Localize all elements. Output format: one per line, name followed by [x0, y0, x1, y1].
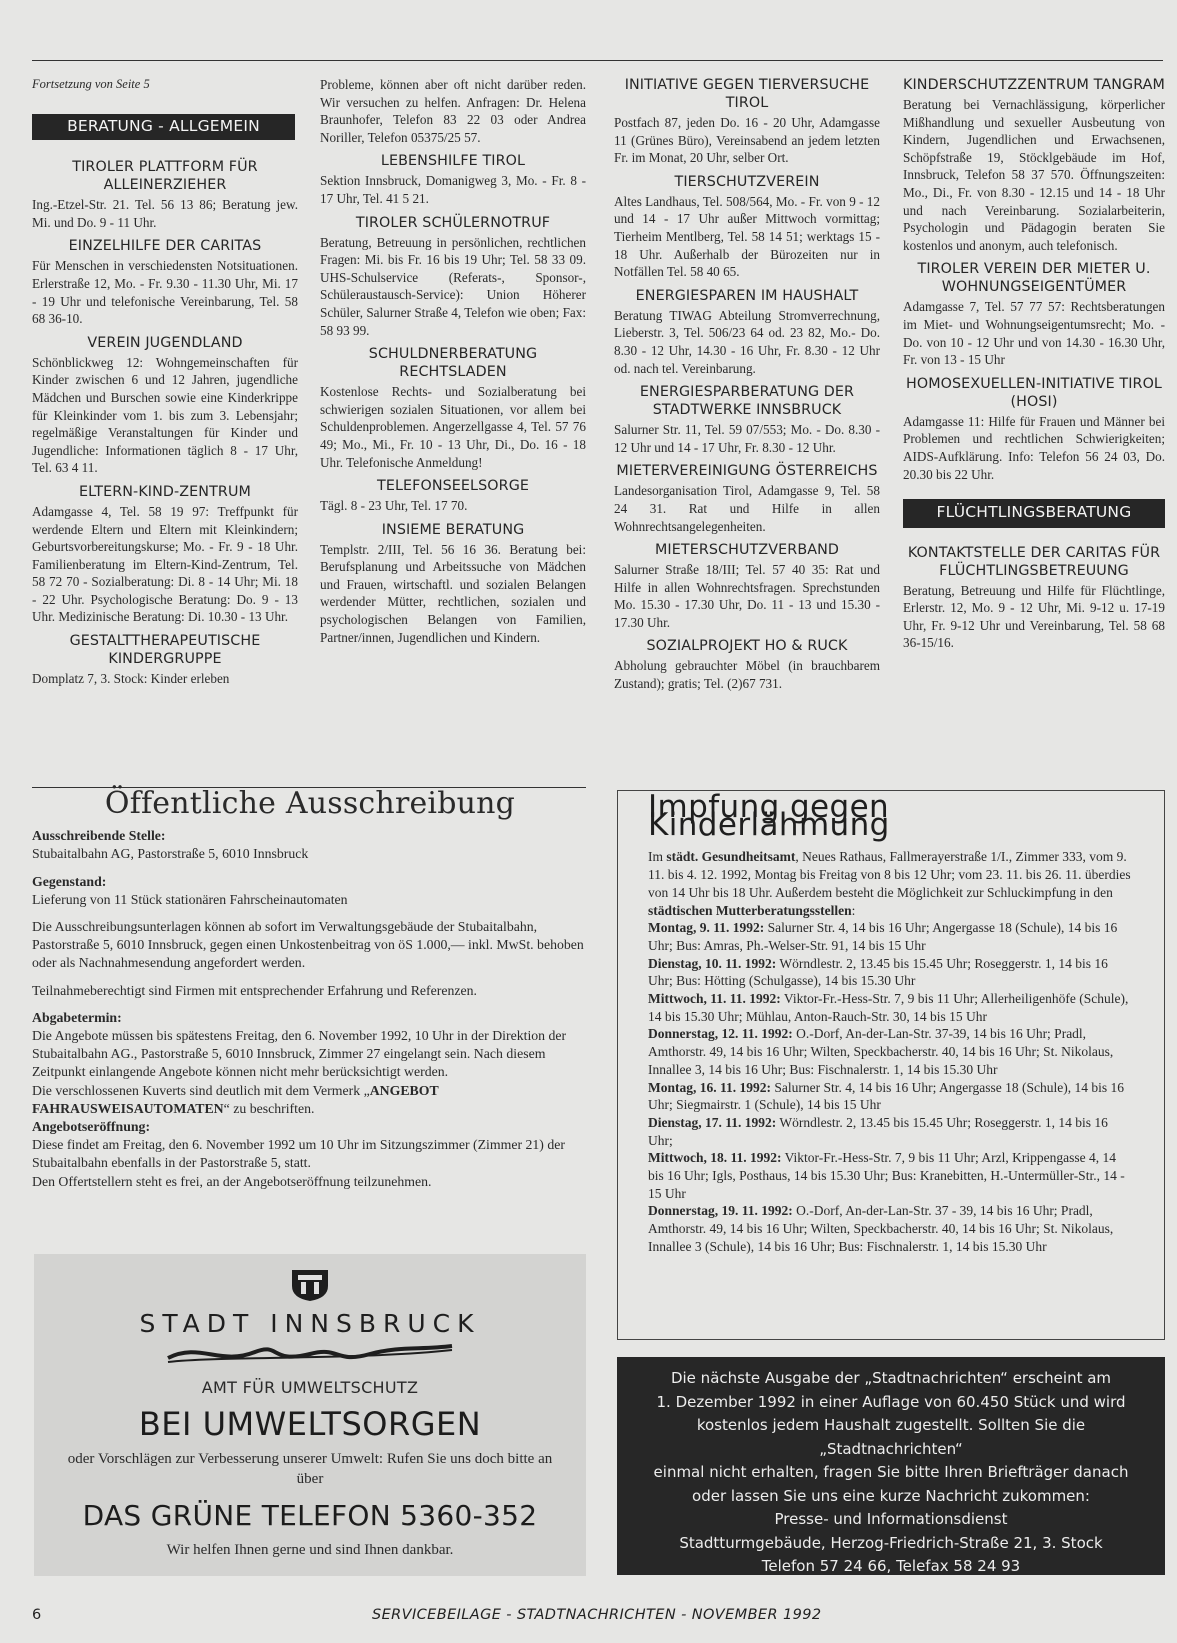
notice-line: Die nächste Ausgabe der „Stadtnachrichten“ erscheint am [670, 1369, 1112, 1387]
entry [320, 345, 586, 471]
section-banner-fluechtlinge: FLÜCHTLINGSBERATUNG [903, 499, 1165, 528]
entry-text: Ing.-Etzel-Str. 21. Tel. 56 13 86; Beratung jew. Mi. und Do. 9 - 11 Uhr. [32, 197, 298, 230]
intro-text: Im [648, 849, 667, 865]
schedule-text: O.-Dorf, An-der-Lan-Str. 37-39, 14 bis 16 Uhr; Pradl, Amthorstr. 49, 14 bis 16 Uhr; Wilten, Speckbacherstr. 40, 14 bis 16 Uhr; St. Nikolaus, Innallee 3, 14 bis 16 Uhr; Bus: Fischnalerstr. 1, 14 bis 15.30 Uhr [648, 1026, 1114, 1077]
schedule-item [648, 1202, 1134, 1255]
tender-label: Gegenstand: [32, 873, 107, 889]
city-crest-icon [288, 1266, 332, 1302]
tender-text: Diese findet am Freitag, den 6. November 1992 um 10 Uhr im Sitzungszimmer (Zimmer 21) der Stubaitalbahn ebenfalls in der Pastorstraße 5, statt. [32, 1137, 565, 1171]
schedule-text: Salurner Str. 4, 14 bis 16 Uhr; Angergasse 18 (Schule), 14 bis 16 Uhr; Bus: Amras, Ph.-Welser-Str. 91, 14 bis 15 Uhr [648, 920, 1118, 953]
entry [320, 214, 586, 340]
next-issue-notice [617, 1357, 1165, 1575]
tender-text: Den Offertstellern steht es frei, an der Angebotseröffnung teilzunehmen. [32, 1173, 432, 1189]
entry-title: KONTAKTSTELLE DER CARITAS FÜR FLÜCHTLINGSBETREUUNG [907, 544, 1161, 579]
entry-text: Adamgasse 4, Tel. 58 19 97: Treffpunkt für werdende Eltern und Eltern mit Kleinkindern; Geburtsvorbereitungskurse; Mo. - Fr. 9 - 18 Uhr. Familienberatung im Eltern-Kind-Zentrum, Tel. 58 72 70 - Sozialberatung: Di. 8 - 14 Uhr; Mi. 18 - 22 Uhr. Psychologische Beratung: Do. 9 - 13 Uhr. Medizinische Beratung: Di. 10.30 - 13 Uhr. [32, 503, 298, 625]
entry-title: VEREIN JUGENDLAND [87, 334, 243, 351]
entry [614, 541, 880, 631]
entry-title: TIROLER SCHÜLERNOTRUF [355, 214, 551, 231]
tender-text: Die Angebote müssen bis spätestens Freitag, den 6. November 1992, 10 Uhr in der Direktion der Stubaitalbahn AG., Pastorstraße 5, 6010 Innsbruck, Zimmer 27 eingelangt sein. Nach diesem Zeitpunkt einlangende Angebote können nicht mehr berücksichtigt werden. [32, 1028, 567, 1080]
entry-text: Adamgasse 7, Tel. 57 77 57: Rechtsberatungen im Miet- und Wohnungseigentumsrecht; Mo. - Do. von 10 - 12 Uhr und von 14.30 - 16.30 Uhr, Fr. von 13 - 15 Uhr [903, 299, 1165, 368]
entry-text: Sektion Innsbruck, Domanigweg 3, Mo. - Fr. 8 - 17 Uhr, Tel. 41 5 21. [320, 173, 586, 206]
entry-text: Postfach 87, jeden Do. 16 - 20 Uhr, Adamgasse 11 (Grünes Büro), Vereinsabend an jedem letzten Fr. im Monat, 20 Uhr, selber Ort. [614, 115, 880, 166]
schedule-text: O.-Dorf, An-der-Lan-Str. 37 - 39, 14 bis 16 Uhr; Pradl, Amthorstr. 49, 14 bis 16 Uhr; Wilten, Speckbacherstr. 40, 14 bis 16 Uhr; St. Nikolaus, Innallee 3 (Schule), 14 bis 16 Uhr; Bus: Fischnalerstr. 1, 14 bis 15.30 Uhr [648, 1203, 1114, 1254]
entry-title: ELTERN-KIND-ZENTRUM [79, 483, 251, 500]
entry [614, 383, 880, 456]
schedule-day: Montag, 16. 11. 1992: [648, 1079, 771, 1095]
schedule-item [648, 1079, 1134, 1114]
entry-title: INSIEME BERATUNG [381, 521, 525, 538]
tender-label: Ausschreibende Stelle: [32, 828, 166, 844]
column-3 [614, 76, 880, 699]
green-phone: DAS GRÜNE TELEFON 5360-352 [82, 1499, 538, 1532]
entry-title: TIERSCHUTZVEREIN [674, 173, 820, 190]
schedule-text: Wörndlestr. 2, 13.45 bis 15.45 Uhr; Roseggerstr. 1, 14 bis 16 Uhr; Bus: Hötting (Schulgasse), 14 bis 15.30 Uhr [648, 955, 1108, 989]
entry [903, 76, 1165, 254]
entry [614, 462, 880, 535]
vaccination-notice [617, 790, 1165, 1340]
entry [320, 521, 586, 647]
tender-text: Stubaitalbahn AG, Pastorstraße 5, 6010 Innsbruck [32, 846, 309, 862]
schedule-day: Dienstag, 10. 11. 1992: [648, 955, 777, 971]
office-name: AMT FÜR UMWELTSCHUTZ [201, 1378, 419, 1397]
tender-block [32, 827, 588, 863]
entry-title: EINZELHILFE DER CARITAS [68, 238, 262, 255]
continued-note: Fortsetzung von Seite 5 [32, 77, 150, 91]
entry-title: MIETERVEREINIGUNG ÖSTERREICHS [616, 463, 878, 480]
entry-title: INITIATIVE GEGEN TIERVERSUCHE TIROL [624, 77, 870, 111]
entry [320, 152, 586, 207]
entry-title: MIETERSCHUTZVERBAND [654, 542, 840, 559]
intro-text: : [851, 902, 856, 918]
entry-text: Tägl. 8 - 23 Uhr, Tel. 17 70. [320, 498, 468, 514]
tender-title: Öffentliche Ausschreibung [104, 786, 516, 821]
entry [614, 173, 880, 281]
entry-text: Templstr. 2/III, Tel. 56 16 36. Beratung bei: Berufsplanung und Arbeitssuche von Mädchen und Frauen, wirtschaftl. und sozialen Belangen werdender Mütter, rechtlichen, sozialen und psychologischen Belangen von Familien, Partner/innen, Jugendlichen und Kindern. [320, 541, 586, 645]
entry [614, 637, 880, 692]
schedule-item [648, 955, 1134, 990]
tender-text: Die Ausschreibungsunterlagen können ab sofort im Verwaltungsgebäude der Stubaitalbahn, Pastorstraße 5, 6010 Innsbruck, gegen einen Unkostenbeitrag von öS 1.000,— inkl. MwSt. behoben oder als Nachnahmesendung angefordert werden. [32, 919, 584, 971]
entry [32, 334, 298, 477]
entry-text: Beratung bei Vernachlässigung, körperlicher Mißhandlung und sexueller Ausbeutung von Kindern, Jugendlichen und Erwachsenen, Schöpfstraße 19, Stöcklgebäude im Hof, Innsbruck, Telefon 58 37 570. Öffnungszeiten: Mo., Di., Fr. von 8.30 - 12.15 und 14 - 18 Uhr und nach Vereinbarung. Sozialarbeiterin, Psychologin und Pädagogin beraten Sie kostenlos und anonym, auch telefonisch. [903, 97, 1165, 253]
schedule-item [648, 1114, 1134, 1149]
entry [903, 375, 1165, 483]
river-swoosh-icon [160, 1338, 460, 1368]
entry [903, 544, 1165, 652]
entry-title: TIROLER VEREIN DER MIETER U. WOHNUNGSEIGENTÜMER [917, 261, 1151, 296]
intro-emphasis: städtischen Mutterberatungsstellen [648, 902, 852, 918]
entry [614, 76, 880, 167]
notice-line: kostenlos jedem Haushalt zugestellt. Sollten Sie die „Stadtnachrichten“ [696, 1416, 1086, 1458]
entry [32, 158, 298, 231]
environment-ad [34, 1254, 586, 1576]
entry-title: ENERGIESPAREN IM HAUSHALT [635, 287, 859, 304]
entry-text: Probleme, können aber oft nicht darüber reden. Wir versuchen zu helfen. Anfragen: Dr. Helena Braunhofer, Telefon 83 22 03 oder Andrea Noriller, Telefon 05375/25 57. [320, 77, 586, 145]
schedule-text: Viktor-Fr.-Hess-Str. 7, 9 bis 11 Uhr; Arzl, Krippengasse 4, 14 bis 16 Uhr; Igls, Posthaus, 14 bis 15.30 Uhr; Bus: Kranebitten, H.-Untermüller-Str., 14 - 15 Uhr [648, 1150, 1125, 1201]
section-banner-beratung: BERATUNG - ALLGEMEIN [32, 114, 295, 141]
entry-text: Salurner Straße 18/III; Tel. 57 40 35: Rat und Hilfe in allen Wohnrechtsfragen. Sprechstunden Mo. 15.30 - 17.30 Uhr, Do. 11 - 13 und 15.30 - 17.30 Uhr. [614, 562, 880, 630]
schedule-item [648, 990, 1134, 1025]
entry-text: Altes Landhaus, Tel. 508/564, Mo. - Fr. von 9 - 12 und 14 - 17 Uhr außer Mittwoch vormittag; Tierheim Mentlberg, Tel. 58 14 51; werktags 15 - 18 Uhr. Außerhalb der Bürozeiten nur in Notfällen Tel. 58 40 65. [614, 193, 880, 280]
notice-line: Stadtturmgebäude, Herzog-Friedrich-Straße 21, 3. Stock [679, 1533, 1103, 1552]
notice-line: 1. Dezember 1992 in einer Auflage von 60.450 Stück und wird [656, 1392, 1126, 1411]
vaccination-intro [648, 848, 1134, 919]
schedule-item [648, 1025, 1134, 1078]
ad-headline: BEI UMWELTSORGEN [138, 1405, 482, 1443]
entry [32, 632, 298, 688]
entry-title: LEBENSHILFE TIROL [380, 153, 526, 170]
entry-text: Beratung TIWAG Abteilung Stromverrechnung, Lieberstr. 3, Tel. 506/23 64 od. 23 82, Mo.- Do. 8.30 - 12 Uhr, 14.30 - 16 Uhr, Fr. 8.30 - 12 Uhr od. nach tel. Vereinbarung. [614, 307, 880, 376]
schedule-text: Viktor-Fr.-Hess-Str. 7, 9 bis 11 Uhr; Allerheiligenhöfe (Schule), 14 bis 15.30 Uhr; Mühlau, Anton-Rauch-Str. 30, 14 bis 15 Uhr [648, 991, 1129, 1024]
entry [32, 237, 298, 327]
schedule-item [648, 919, 1134, 954]
notice-line: einmal nicht erhalten, fragen Sie bitte Ihren Briefträger danach [653, 1463, 1129, 1481]
notice-line: Telefon 57 24 66, Telefax 58 24 93 [761, 1557, 1021, 1575]
tender-label: Angebotseröffnung: [32, 1119, 151, 1135]
entry-title: GESTALTTHERAPEUTISCHE KINDERGRUPPE [69, 633, 261, 668]
vaccination-title: Impfung gegen Kinderlähmung [648, 789, 890, 843]
tender-label: Abgabetermin: [32, 1009, 122, 1025]
ad-closing: Wir helfen Ihnen gerne und sind Ihnen dankbar. [166, 1542, 454, 1558]
entry-text: Beratung, Betreuung und Hilfe für Flüchtlinge, Erlerstr. 12, Mo. 9 - 12 Uhr, Mi. 9-12 u. 17-19 Uhr, Fr. 9-12 Uhr und Vereinbarung, Tel. 58 68 36-15/16. [903, 582, 1165, 651]
notice-line: Presse- und Informationsdienst [774, 1510, 1008, 1528]
schedule-day: Dienstag, 17. 11. 1992: [648, 1114, 777, 1130]
intro-emphasis: städt. Gesundheitsamt [666, 849, 796, 865]
tender-text: Die verschlossenen Kuverts sind deutlich mit dem Vermerk „ [32, 1082, 370, 1098]
entry-text: Adamgasse 11: Hilfe für Frauen und Männer bei Problemen und rechtlichen Schwierigkeiten; AIDS-Aufklärung. Info: Telefon 56 24 03, Do. 20.30 bis 22 Uhr. [903, 413, 1165, 482]
entry-title: ENERGIESPARBERATUNG DER STADTWERKE INNSBRUCK [639, 384, 855, 419]
schedule-text: Wörndlestr. 2, 13.45 bis 15.45 Uhr; Roseggerstr. 1, 14 bis 16 Uhr; [648, 1114, 1108, 1148]
column-4 [903, 76, 1165, 658]
schedule-day: Mittwoch, 11. 11. 1992: [648, 991, 781, 1007]
entry [614, 287, 880, 377]
city-name: STADT INNSBRUCK [139, 1309, 481, 1338]
tender-block [32, 873, 588, 909]
entry-text: Schönblickweg 12: Wohngemeinschaften für Kinder zwischen 6 und 12 Jahren, jugendliche Mädchen und Burschen sowie eine Kinderkrippe für Kleinkinder vom 1. bis zum 3. Lebensjahr; regelmäßige Veranstaltungen für Kinder und Jugendliche: Informationen täglich 8 - 17 Uhr, Tel. 63 4 11. [32, 354, 298, 476]
entry-text: Kostenlose Rechts- und Sozialberatung bei schwierigen sozialen Situationen, vor allem bei Schuldenproblemen. Angerzellgasse 4, Tel. 57 76 49; Mo., Mi., Fr. 10 - 13 Uhr, Di., Do. 16 - 18 Uhr. Telefonische Anmeldung! [320, 384, 586, 470]
tender-text: Lieferung von 11 Stück stationären Fahrscheinautomaten [32, 891, 348, 907]
entry-title: KINDERSCHUTZZENTRUM TANGRAM [903, 77, 1165, 93]
entry [32, 483, 298, 626]
entry-title: SOZIALPROJEKT HO & RUCK [646, 638, 848, 655]
column-1 [32, 76, 298, 694]
entry-text: Domplatz 7, 3. Stock: Kinder erleben [32, 671, 230, 687]
entry [320, 477, 586, 515]
public-tender [32, 786, 588, 1191]
entry-text: Landesorganisation Tirol, Adamgasse 9, Tel. 58 24 31. Rat und Hilfe in allen Wohnrechtsangelegenheiten. [614, 483, 880, 534]
entry-text: Beratung, Betreuung in persönlichen, rechtlichen Fragen: Mi. bis Fr. 16 bis 19 Uhr; Tel. 58 33 09. UHS-Schulservice (Referats-, Sponsor-, Schüleraustausch-Service): Union Höherer Schüler, Salurner Straße 4, Telefon wie oben; Fax: 58 93 99. [320, 234, 587, 338]
entry [320, 76, 586, 146]
ad-text: oder Vorschlägen zur Verbesserung unserer Umwelt: Rufen Sie uns doch bitte an über [67, 1451, 553, 1487]
schedule-day: Donnerstag, 12. 11. 1992: [648, 1026, 793, 1042]
intro-text: , Neues Rathaus, Fallmerayerstraße 1/I., Zimmer 333, vom 9. 11. bis 4. 12. 1992, Montag bis Freitag von 8 bis 12 Uhr; vom 23. 11. bis 26. 11. überdies von 14 Uhr bis 18 Uhr. Außerdem besteht die Möglichkeit zur Schluckimpfung in den [648, 849, 1131, 900]
schedule-text: Salurner Str. 4, 14 bis 16 Uhr; Angergasse 18 (Schule), 14 bis 16 Uhr; Siegmairstr. 1 (Schule), 14 bis 15 Uhr [648, 1079, 1124, 1113]
entry-title: HOMOSEXUELLEN-INITIATIVE TIROL (HOSI) [906, 375, 1162, 410]
entry-text: Salurner Str. 11, Tel. 59 07/553; Mo. - Do. 8.30 - 12 Uhr und 14 - 17 Uhr, Fr. 8.30 - 12 Uhr. [614, 422, 880, 455]
notice-line: oder lassen Sie uns eine kurze Nachricht zukommen: [692, 1486, 1090, 1505]
schedule-item [648, 1149, 1134, 1202]
entry-text: Abholung gebrauchter Möbel (in brauchbarem Zustand); gratis; Tel. (2)67 731. [614, 658, 880, 692]
entry-title: SCHULDNERBERATUNG RECHTSLADEN [368, 346, 538, 381]
tender-emphasis: ANGEBOT FAHRAUSWEISAUTOMATEN [32, 1082, 439, 1116]
footer-title: SERVICEBEILAGE - STADTNACHRICHTEN - NOVEMBER 1992 [372, 1607, 822, 1623]
tender-block [32, 1009, 588, 1191]
top-rule [32, 60, 1163, 61]
entry [903, 260, 1165, 368]
tender-text: Teilnahmeberechtigt sind Firmen mit entsprechender Erfahrung und Referenzen. [32, 982, 477, 998]
schedule-day: Montag, 9. 11. 1992: [648, 920, 765, 936]
entry-title: TIROLER PLATTFORM FÜR ALLEINERZIEHER [72, 159, 258, 194]
page-number: 6 [32, 1607, 42, 1623]
entry-title: TELEFONSEELSORGE [376, 478, 530, 495]
schedule-day: Mittwoch, 18. 11. 1992: [648, 1150, 782, 1166]
entry-text: Für Menschen in verschiedensten Notsituationen. Erlerstraße 12, Mo. - Fr. 9.30 - 11.30 Uhr, Mi. 17 - 19 Uhr und telefonische Vereinbarung, Tel. 58 68 36-10. [32, 258, 298, 327]
tender-text: “ zu beschriften. [223, 1100, 315, 1116]
column-2 [320, 76, 586, 652]
schedule-day: Donnerstag, 19. 11. 1992: [648, 1203, 793, 1219]
